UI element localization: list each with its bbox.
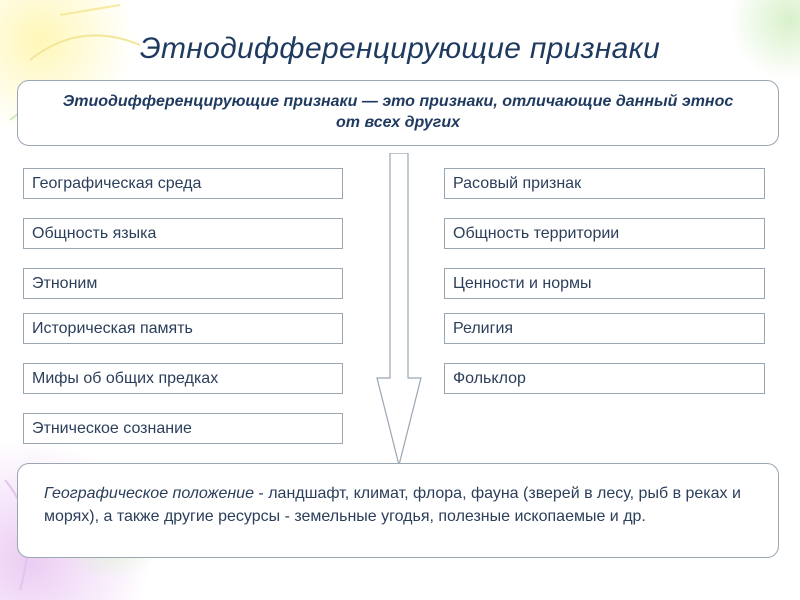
note-lead: Географическое положение	[44, 485, 254, 502]
left-item-2: Общность языка	[23, 218, 343, 249]
right-item-3: Ценности и нормы	[444, 268, 765, 299]
left-item-4: Историческая память	[23, 313, 343, 344]
left-item-6: Этническое сознание	[23, 413, 343, 444]
left-item-5: Мифы об общих предках	[23, 363, 343, 394]
left-item-1: Географическая среда	[23, 168, 343, 199]
left-item-3: Этноним	[23, 268, 343, 299]
down-arrow	[375, 153, 423, 468]
note-box	[17, 463, 779, 558]
right-item-2: Общность территории	[444, 218, 765, 249]
page-title: Этнодифференцирующие признаки	[139, 32, 661, 65]
note-text: - ландшафт, климат, флора, фауна (зверей в лесу, рыб в реках и морях), а также другие ресурсы - земельные угодья, полезные ископаемые и др.	[44, 485, 741, 525]
right-item-1: Расовый признак	[444, 168, 765, 199]
right-item-4: Религия	[444, 313, 765, 344]
right-item-5: Фольклор	[444, 363, 765, 394]
definition-box: Этиодифференцирующие признаки — это признаки, отличающие данный этнос от всех других	[17, 80, 779, 146]
